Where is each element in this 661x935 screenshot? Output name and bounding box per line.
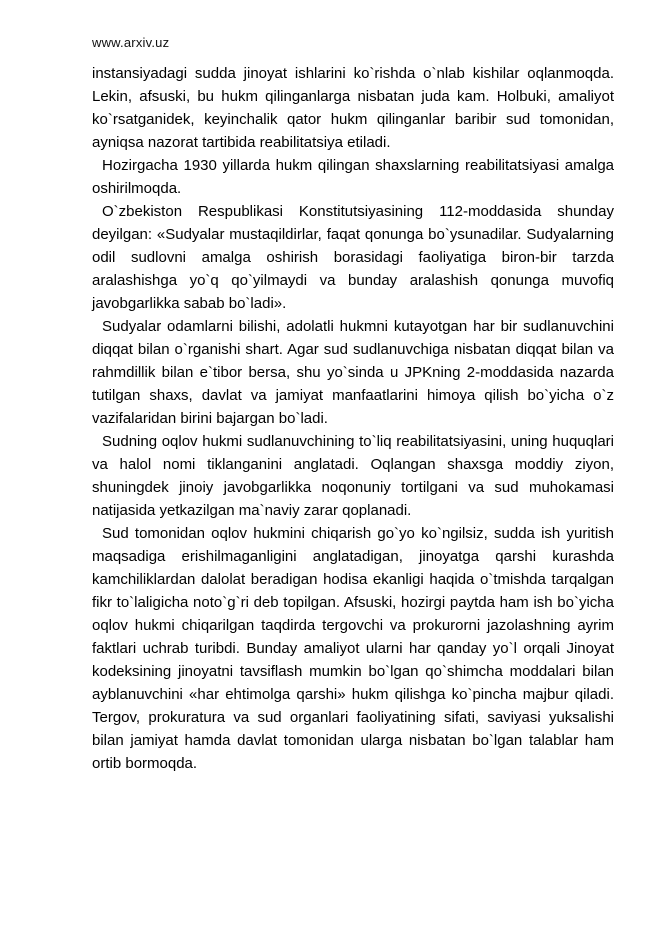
site-header: www.arxiv.uz: [92, 35, 170, 50]
paragraph: Sudning oqlov hukmi sudlanuvchining to`liq reabilitatsiyasini, uning huquqlari va halol nomi tiklanganini anglatadi. Oqlangan shaxsga moddiy ziyon, shuningdek jinoiy javobgarlikka noqonuniy tortilgani va sud muhokamasi natijasida yetkazilgan ma`naviy zarar qoplanadi.: [92, 433, 614, 519]
document-body: [92, 62, 614, 775]
paragraph: instansiyadagi sudda jinoyat ishlarini ko`rishda o`nlab kishilar oqlanmoqda. Lekin, afsuski, bu hukm qilinganlarga nisbatan juda kam. Holbuki, amaliyot ko`rsatganidek, keyinchalik qator hukm qilinganlar baribir sud tomonidan, ayniqsa nazorat tartibida reabilitatsiya etiladi.: [92, 65, 614, 151]
paragraph: O`zbekiston Respublikasi Konstitutsiyasining 112-moddasida shunday deyilgan: «Sudyalar mustaqildirlar, faqat qonunga bo`ysunadilar. Sudyalarning odil sudlovni amalga oshirish borasidagi faoliyatiga biron-bir tarzda aralashishga yo`q qo`yilmaydi va bunday aralashish qonunga muvofiq javobgarlikka sabab bo`ladi».: [92, 203, 614, 312]
paragraph: Sud tomonidan oqlov hukmini chiqarish go`yo ko`ngilsiz, sudda ish yuritish maqsadiga erishilmaganligini anglatadigan, jinoyatga qarshi kurashda kamchiliklardan dalolat beradigan hodisa ekanligi haqida o`tmishda tarqalgan fikr to`laligicha noto`g`ri deb topilgan. Afsuski, hozirgi paytda ham ish bo`yicha oqlov hukmi chiqarilgan taqdirda tergovchi va prokurorni jazolashning ayrim faktlari uchrab turibdi. Bunday amaliyot ularni har qanday yo`l orqali Jinoyat kodeksining jinoyatni tavsiflash mumkin bo`lgan qo`shimcha moddalari bilan ayblanuvchini «har ehtimolga qarshi» hukm qilishga ko`pincha majbur qiladi. Tergov, prokuratura va sud organlari faoliyatining sifati, saviyasi yuksalishi bilan jamiyat hamda davlat tomonidan ularga nisbatan bo`lgan talablar ham ortib bormoqda.: [92, 525, 614, 772]
paragraph: Hozirgacha 1930 yillarda hukm qilingan shaxslarning reabilitatsiyasi amalga oshirilmoqda.: [92, 157, 614, 197]
paragraph: Sudyalar odamlarni bilishi, adolatli hukmni kutayotgan har bir sudlanuvchini diqqat bilan o`rganishi shart. Agar sud sudlanuvchiga nisbatan diqqat bilan va rahmdillik bilan e`tibor bersa, shu yo`sinda u JPKning 2-moddasida nazarda tutilgan shaxs, davlat va jamiyat manfaatlarini himoya qilish bo`yicha o`z vazifalaridan birini bajargan bo`ladi.: [92, 318, 614, 427]
